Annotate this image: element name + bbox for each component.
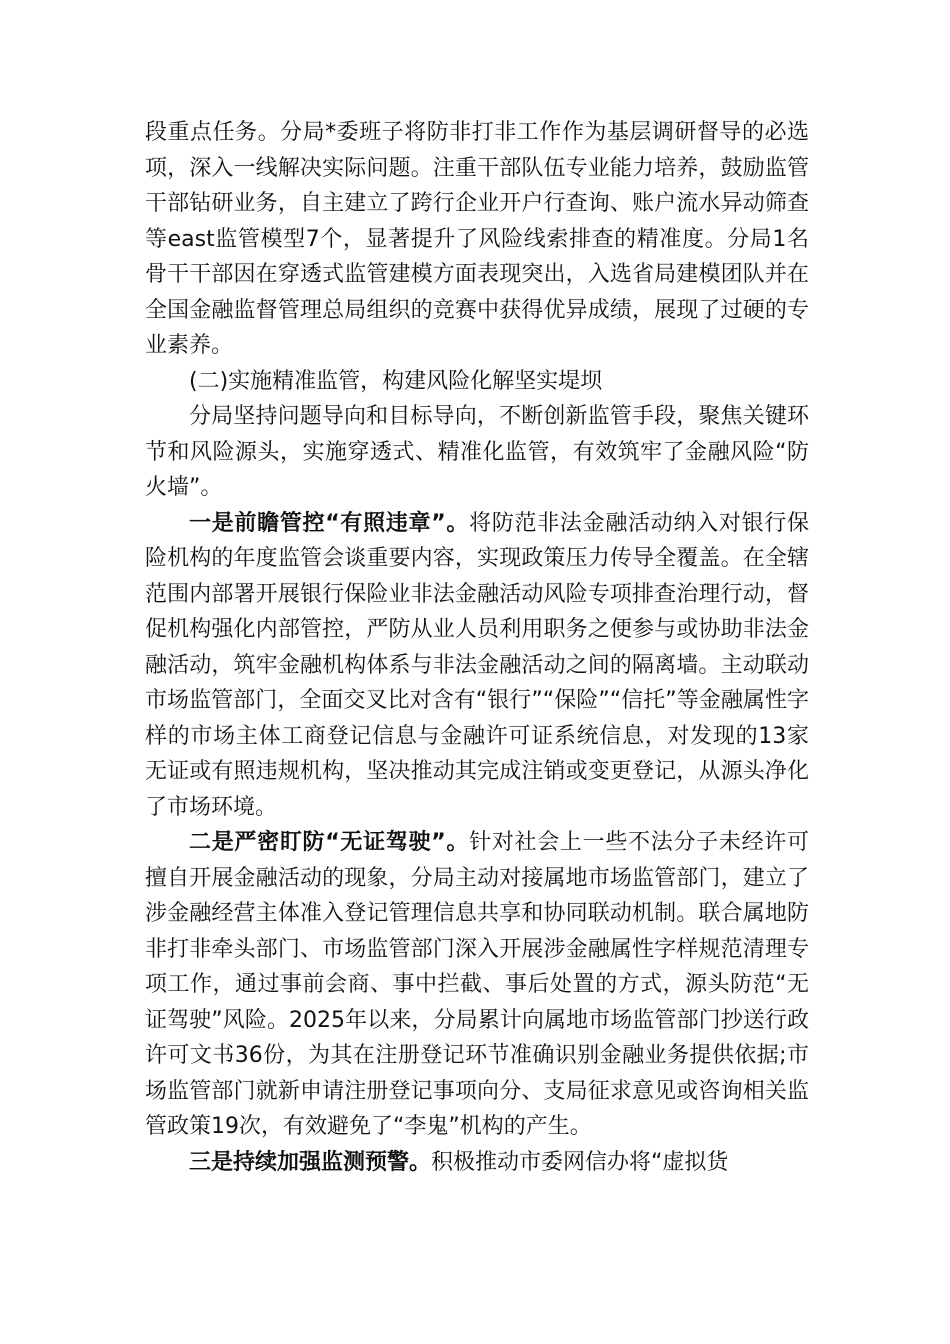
paragraph-4-text: 将防范非法金融活动纳入对银行保险机构的年度监管会谈重要内容，实现政策压力传导全覆盖。在全辖范围内部署开展银行保险业非法金融活动风险专项排查治理行动，督促机构强化内部管控，严防从业人员利用职务之便参与或协助非法金融活动，筑牢金融机构体系与非法金融活动之间的隔离墙。主动联动市场监管部门，全面交叉比对含有“银行”“保险”“信托”等金融属性字样的市场主体工商登记信息与金融许可证系统信息，对发现的13家无证或有照违规机构，坚决推动其完成注销或变更登记，从源头净化了市场环境。 [145,510,809,820]
paragraph-5-lead: 二是严密盯防“无证驾驶”。 [189,830,470,855]
paragraph-4-lead: 一是前瞻管控“有照违章”。 [189,510,470,536]
section-heading-text: (二)实施精准监管，构建风险化解坚实堤坝 [189,368,603,394]
paragraph-6 [145,1145,809,1181]
paragraph-1 [145,115,809,364]
section-heading [145,364,809,400]
paragraph-6-text: 积极推动市委网信办将“虚拟货 [431,1149,729,1175]
paragraph-3-text: 分局坚持问题导向和目标导向，不断创新监管手段，聚焦关键环节和风险源头，实施穿透式、精准化监管，有效筑牢了金融风险“防火墙”。 [145,404,809,500]
paragraph-4 [145,506,809,826]
paragraph-5-text: 针对社会上一些不法分子未经许可擅自开展金融活动的现象，分局主动对接属地市场监管部门，建立了涉金融经营主体准入登记管理信息共享和协同联动机制。联合属地防非打非牵头部门、市场监管部门深入开展涉金融属性字样规范清理专项工作，通过事前会商、事中拦截、事后处置的方式，源头防范“无证驾驶”风险。2025年以来，分局累计向属地市场监管部门抄送行政许可文书36份，为其在注册登记环节准确识别金融业务提供依据;市场监管部门就新申请注册登记事项向分、支局征求意见或咨询相关监管政策19次，有效避免了“李鬼”机构的产生。 [145,830,809,1139]
paragraph-1-text: 段重点任务。分局*委班子将防非打非工作作为基层调研督导的必选项，深入一线解决实际问题。注重干部队伍专业能力培养，鼓励监管干部钻研业务，自主建立了跨行企业开户行查询、账户流水异动筛查等east监管模型7个，显著提升了风险线索排查的精准度。分局1名骨干干部因在穿透式监管建模方面表现突出，入选省局建模团队并在全国金融监督管理总局组织的竞赛中获得优异成绩，展现了过硬的专业素养。 [145,120,809,358]
paragraph-5 [145,825,809,1145]
paragraph-3 [145,399,809,506]
document-page [145,115,809,1180]
paragraph-6-lead: 三是持续加强监测预警。 [189,1149,432,1175]
